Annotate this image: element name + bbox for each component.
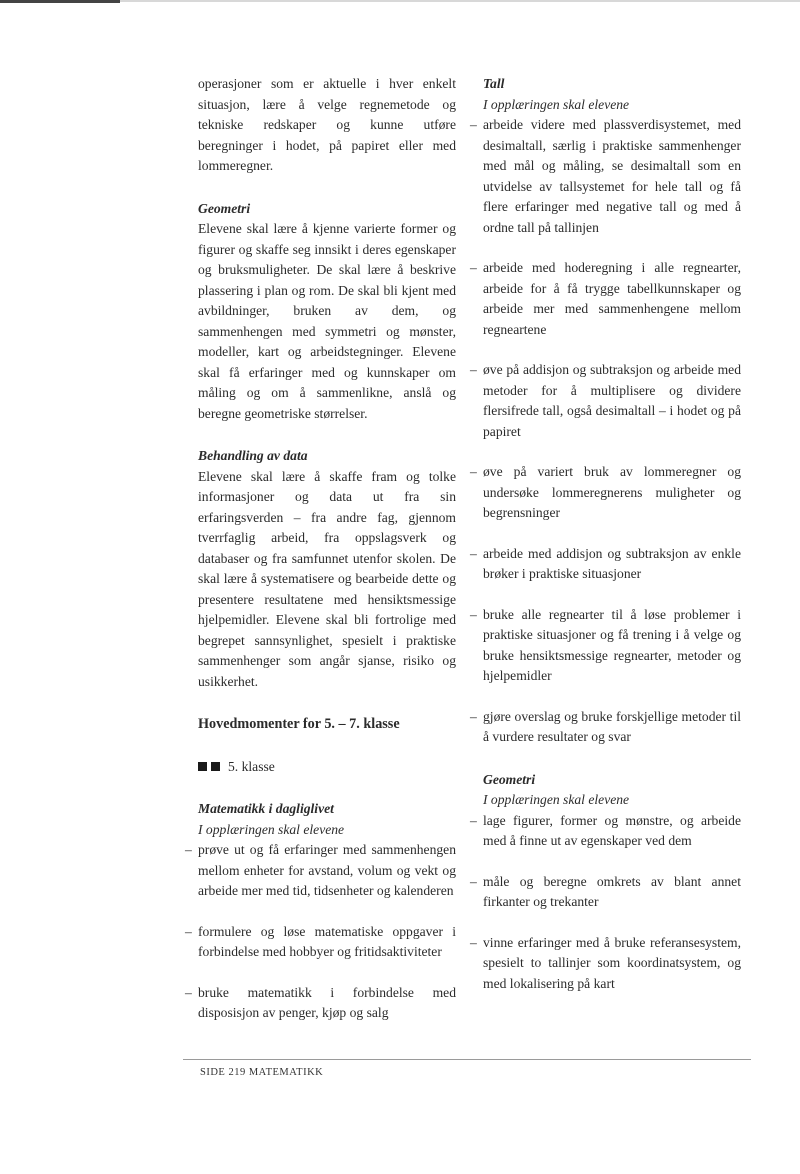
left-column [185,74,456,1024]
tall-heading: Tall [483,76,505,91]
grade-marker [198,757,456,778]
square-bullet-icon [211,762,220,771]
list-item: – måle og beregne omkrets av blant annet firkanter og trekanter [470,873,741,909]
dagliglivet-subheading: I opplæringen skal elevene [198,821,345,837]
intro-paragraph: operasjoner som er aktuelle i hver enkelt situasjon, lære å velge regnemetode og tekniske redskaper og kunne utføre beregninger i hodet, på papiret eller med lommeregner. [198,76,456,173]
geometri-heading: Geometri [198,200,251,216]
top-edge-mark [0,0,120,3]
geometri-heading-right: Geometri [483,771,536,787]
list-item: – formulere og løse matematiske oppgaver i forbindelse med hobbyer og fritidsaktiviteter [185,923,456,959]
list-item: – bruke matematikk i forbindelse med disposisjon av penger, kjøp og salg [185,984,456,1020]
dagliglivet-heading: Matematikk i dagliglivet [198,801,334,816]
list-item: – vinne erfaringer med å bruke referansesystem, spesielt to tallinjer som koordinatsystem, og med lokalisering på kart [470,934,741,991]
list-item: – gjøre overslag og bruke forskjellige metoder til å vurdere resultater og svar [470,708,741,744]
tall-subheading: I opplæringen skal elevene [483,96,630,112]
footer-rule [183,1059,751,1060]
data-paragraph: Elevene skal lære å skaffe fram og tolke informasjoner og data ut fra sin erfaringsverden – fra andre fag, gjennom tverrfaglig arbeid, fra oppslagsverk og databaser og fra samfunnet utenfor skolen. De skal lære å systematisere og bearbeide dette og presentere resultatene med hensiktsmessige hjelpemidler. Elevene skal bli fortrolige med begrepet sannsynlighet, spesielt i praktiske sammenhenger som angår sjanse, risiko og usikkerhet. [198,468,456,689]
list-item: – bruke alle regnearter til å løse problemer i praktiske situasjoner og få trening i å velge og bruke hensiktsmessige regnearter, metoder og hjelpemidler [470,606,741,683]
square-bullet-icon [198,762,207,771]
list-item: – prøve ut og få erfaringer med sammenhengen mellom enheter for avstand, volum og vekt og arbeide mer med tid, tidsenheter og kalenderen [185,842,456,898]
hovedmomenter-heading: Hovedmomenter for 5. – 7. klasse [198,716,400,732]
geometri-paragraph: Elevene skal lære å kjenne varierte former og figurer og skaffe seg innsikt i deres egenskaper og bruksmuligheter. De skal lære å beskrive plassering i plan og rom. De skal bli kjent med avbildninger, bruken av dem, og sammenhengen med symmetri og mønster, modeller, kart og arbeidstegninger. Elevene skal få erfaringer med og kunnskaper om måling og om å sammenlikne, anslå og beregne geometriske størrelser. [198,221,456,421]
list-item: – øve på variert bruk av lommeregner og undersøke lommeregnerens muligheter og begrensninger [470,464,741,520]
list-item: – arbeide med addisjon og subtraksjon av enkle brøker i praktiske situasjoner [470,545,741,581]
right-column [470,74,741,994]
list-item: – øve på addisjon og subtraksjon og arbeide med metoder for å multiplisere og dividere flersifrede tall, også desimaltall – i hodet og på papiret [470,362,741,439]
list-item: – arbeide med hoderegning i alle regnearter, arbeide for å få trygge tabellkunnskaper og arbeide mer med sammenhengene mellom regneartene [470,260,741,337]
data-heading: Behandling av data [198,448,308,463]
top-edge-rule [0,0,800,2]
grade-label: 5. klasse [228,758,275,774]
list-item: – lage figurer, former og mønstre, og arbeide med å finne ut av egenskaper ved dem [470,812,741,848]
geometri-subheading: I opplæringen skal elevene [483,792,630,807]
list-item: – arbeide videre med plassverdisystemet, med desimaltall, særlig i praktiske sammenhenger med mål og måling, se desimaltall som en utvidelse av tallsystemet for hele tall og få flere erfaringer med negative tall og med å ordne tall på tallinjen [470,117,741,235]
page-footer: SIDE 219 MATEMATIKK [200,1067,324,1078]
